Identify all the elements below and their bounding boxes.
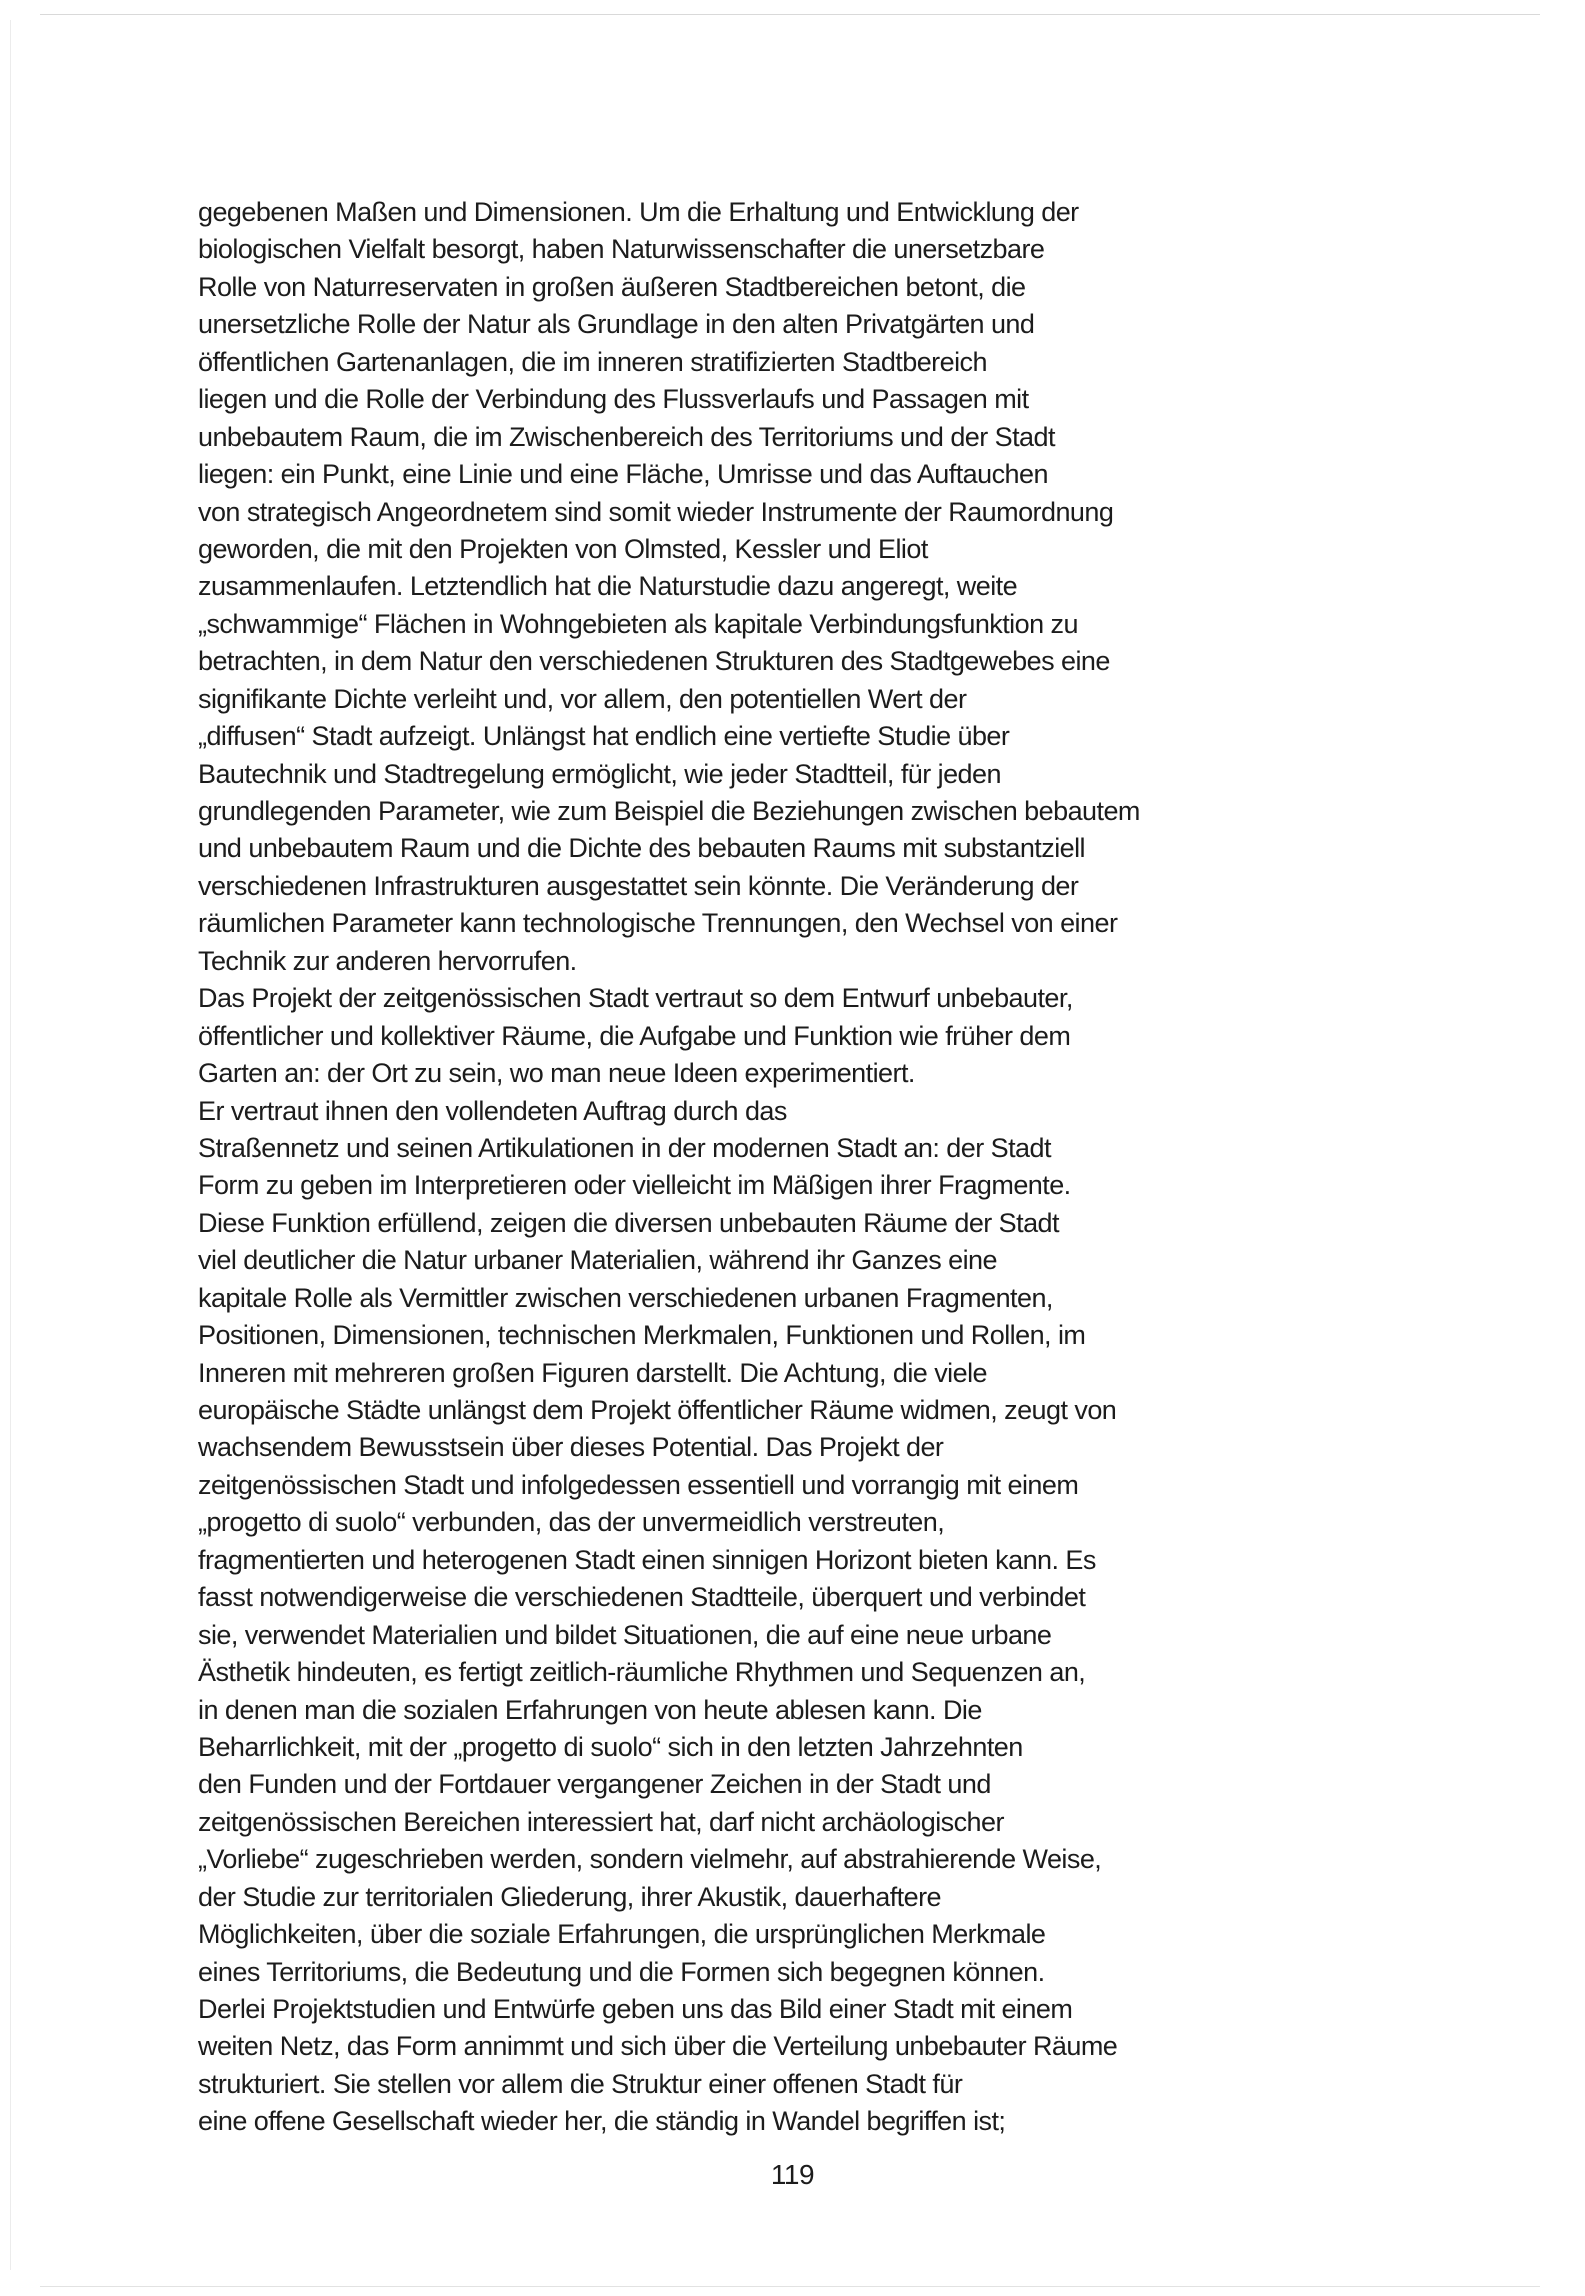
text-line: sie, verwendet Materialien und bildet Situationen, die auf eine neue urbane <box>198 1619 1052 1650</box>
text-line: Form zu geben im Interpretieren oder vielleicht im Mäßigen ihrer Fragmente. <box>198 1170 1071 1201</box>
text-line: Bautechnik und Stadtregelung ermöglicht, wie jeder Stadtteil, für jeden <box>198 758 1001 789</box>
text-line: „schwammige“ Flächen in Wohngebieten als kapitale Verbindungsfunktion zu <box>198 608 1078 639</box>
text-line: Beharrlichkeit, mit der „progetto di suolo“ sich in den letzten Jahrzehnten <box>198 1731 1023 1762</box>
text-line: Straßennetz und seinen Artikulationen in der modernen Stadt an: der Stadt <box>198 1132 1051 1163</box>
text-line: Diese Funktion erfüllend, zeigen die diversen unbebauten Räume der Stadt <box>198 1207 1059 1238</box>
text-line: verschiedenen Infrastrukturen ausgestattet sein könnte. Die Veränderung der <box>198 870 1079 901</box>
text-line: Derlei Projektstudien und Entwürfe geben uns das Bild einer Stadt mit einem <box>198 1994 1073 2024</box>
text-line: geworden, die mit den Projekten von Olmsted, Kessler und Eliot <box>198 533 928 564</box>
text-line: „Vorliebe“ zugeschrieben werden, sondern vielmehr, auf abstrahierende Weise, <box>198 1844 1102 1875</box>
scan-edge-top <box>40 14 1540 15</box>
text-line: Ästhetik hindeuten, es fertigt zeitlich-räumliche Rhythmen und Sequenzen an, <box>198 1657 1086 1688</box>
text-line: öffentlichen Gartenanlagen, die im inneren stratifizierten Stadtbereich <box>198 346 987 377</box>
text-line: liegen und die Rolle der Verbindung des Flussverlaufs und Passagen mit <box>198 384 1029 415</box>
text-line: zeitgenössischen Bereichen interessiert hat, darf nicht archäologischer <box>198 1806 1004 1837</box>
text-line: grundlegenden Parameter, wie zum Beispiel die Beziehungen zwischen bebautem <box>198 796 1140 826</box>
text-line: Garten an: der Ort zu sein, wo man neue Ideen experimentiert. <box>198 1058 915 1089</box>
text-line: liegen: ein Punkt, eine Linie und eine Fläche, Umrisse und das Auftauchen <box>198 459 1048 490</box>
text-line: Technik zur anderen hervorrufen. <box>198 945 577 976</box>
text-line: gegebenen Maßen und Dimensionen. Um die Erhaltung und Entwicklung der <box>198 197 1079 227</box>
scan-edge-bottom <box>40 2286 1540 2287</box>
text-line: Inneren mit mehreren großen Figuren darstellt. Die Achtung, die viele <box>198 1357 987 1388</box>
text-line: Möglichkeiten, über die soziale Erfahrungen, die ursprünglichen Merkmale <box>198 1919 1046 1950</box>
text-line: unersetzliche Rolle der Natur als Grundlage in den alten Privatgärten und <box>198 309 1035 340</box>
page-body-text <box>198 194 1428 2141</box>
text-line: weiten Netz, das Form annimmt und sich über die Verteilung unbebauter Räume <box>198 2031 1118 2062</box>
text-line: eine offene Gesellschaft wieder her, die ständig in Wandel begriffen ist; <box>198 2106 1006 2137</box>
text-line: biologischen Vielfalt besorgt, haben Naturwissenschafter die unersetzbare <box>198 234 1045 265</box>
text-line: signifikante Dichte verleiht und, vor allem, den potentiellen Wert der <box>198 683 967 714</box>
text-line: „progetto di suolo“ verbunden, das der unvermeidlich verstreuten, <box>198 1507 945 1538</box>
text-line: zeitgenössischen Stadt und infolgedessen essentiell und vorrangig mit einem <box>198 1469 1079 1500</box>
text-line: europäische Städte unlängst dem Projekt öffentlicher Räume widmen, zeugt von <box>198 1395 1117 1425</box>
text-line: fasst notwendigerweise die verschiedenen Stadtteile, überquert und verbindet <box>198 1582 1086 1613</box>
text-line: der Studie zur territorialen Gliederung, ihrer Akustik, dauerhaftere <box>198 1881 942 1912</box>
text-line: viel deutlicher die Natur urbaner Materialien, während ihr Ganzes eine <box>198 1245 997 1276</box>
text-line: Er vertraut ihnen den vollendeten Auftrag durch das <box>198 1095 787 1126</box>
text-line: von strategisch Angeordnetem sind somit wieder Instrumente der Raumordnung <box>198 496 1114 527</box>
text-line: „diffusen“ Stadt aufzeigt. Unlängst hat endlich eine vertiefte Studie über <box>198 721 1010 752</box>
text-line: wachsendem Bewusstsein über dieses Potential. Das Projekt der <box>198 1432 944 1463</box>
text-line: strukturiert. Sie stellen vor allem die Struktur einer offenen Stadt für <box>198 2068 963 2099</box>
text-line: kapitale Rolle als Vermittler zwischen verschiedenen urbanen Fragmenten, <box>198 1282 1053 1313</box>
text-line: räumlichen Parameter kann technologische Trennungen, den Wechsel von einer <box>198 908 1118 939</box>
text-line: Rolle von Naturreservaten in großen äußeren Stadtbereichen betont, die <box>198 271 1026 302</box>
page-number: 119 <box>770 2159 815 2190</box>
text-line: unbebautem Raum, die im Zwischenbereich des Territoriums und der Stadt <box>198 421 1055 452</box>
text-line: den Funden und der Fortdauer vergangener Zeichen in der Stadt und <box>198 1769 991 1800</box>
text-line: Positionen, Dimensionen, technischen Merkmalen, Funktionen und Rollen, im <box>198 1320 1086 1351</box>
scan-edge-left <box>10 20 11 2270</box>
text-line: öffentlicher und kollektiver Räume, die Aufgabe und Funktion wie früher dem <box>198 1020 1071 1051</box>
text-line: zusammenlaufen. Letztendlich hat die Naturstudie dazu angeregt, weite <box>198 571 1018 602</box>
text-line: und unbebautem Raum und die Dichte des bebauten Raums mit substantziell <box>198 833 1086 864</box>
text-line: betrachten, in dem Natur den verschiedenen Strukturen des Stadtgewebes eine <box>198 646 1110 677</box>
text-line: eines Territoriums, die Bedeutung und die Formen sich begegnen können. <box>198 1956 1045 1987</box>
text-line: in denen man die sozialen Erfahrungen von heute ablesen kann. Die <box>198 1694 982 1725</box>
text-line: Das Projekt der zeitgenössischen Stadt vertraut so dem Entwurf unbebauter, <box>198 983 1073 1014</box>
text-line: fragmentierten und heterogenen Stadt einen sinnigen Horizont bieten kann. Es <box>198 1544 1096 1575</box>
